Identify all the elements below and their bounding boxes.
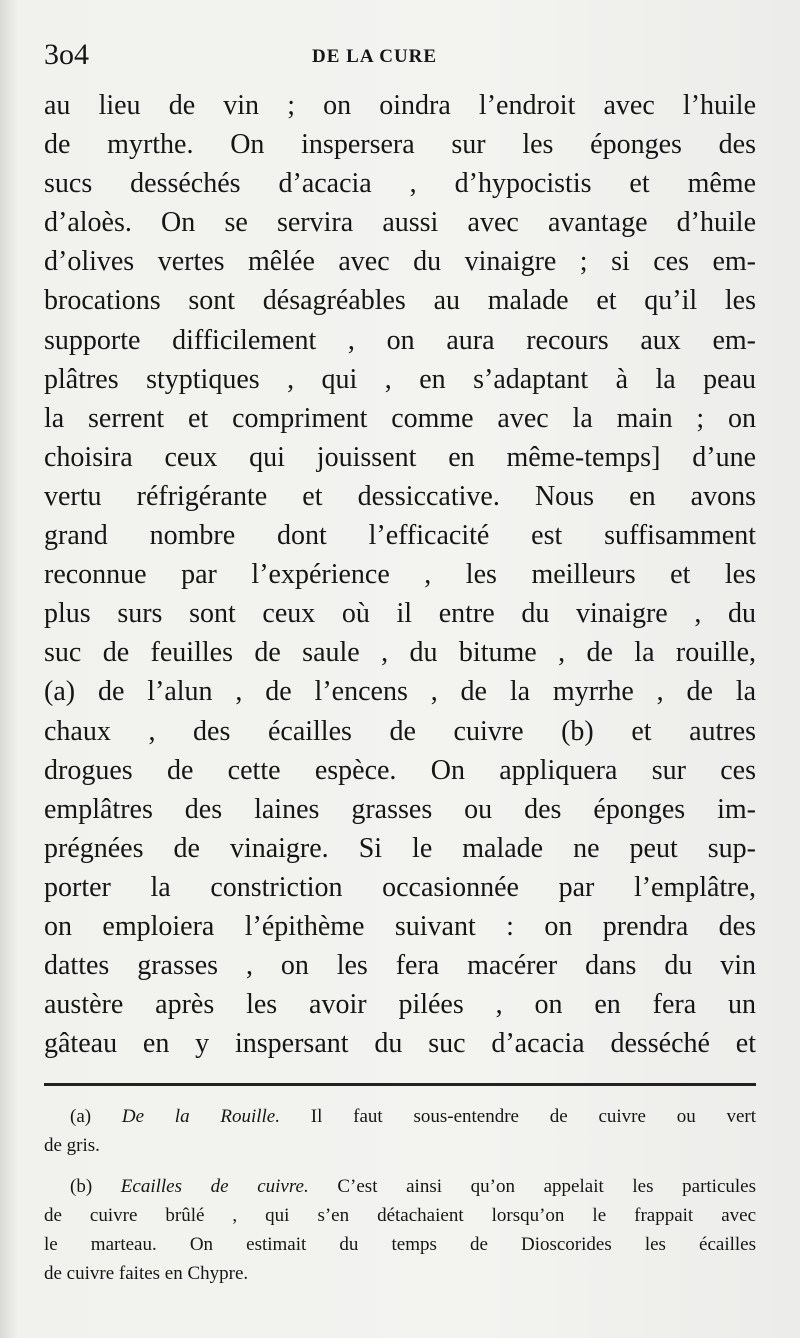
- text-line: chaux , des écailles de cuivre (b) et autres: [44, 715, 756, 747]
- text-line: reconnue par l’expérience , les meilleurs et les: [44, 559, 756, 591]
- footnote-a-marker: (a): [70, 1106, 92, 1127]
- text-line: plâtres styptiques , qui , en s’adaptant à la peau: [44, 363, 756, 395]
- footnote-b-line: le marteau. On estimait du temps de Dioscorides les écailles: [44, 1234, 756, 1255]
- text-line: emplâtres des laines grasses ou des éponges im-: [44, 793, 756, 825]
- text-line: plus surs sont ceux où il entre du vinaigre , du: [44, 598, 756, 630]
- text-line: sucs desséchés d’acacia , d’hypocistis et même: [44, 168, 756, 200]
- body-text: [44, 86, 756, 1063]
- text-line: dattes grasses , on les fera macérer dans du vin: [44, 950, 756, 982]
- running-head: DE LA CURE: [312, 46, 438, 67]
- text-line: gâteau en y inspersant du suc d’acacia desséché et: [44, 1028, 756, 1060]
- text-line: d’olives vertes mêlée avec du vinaigre ; si ces em-: [44, 246, 756, 278]
- text-line: prégnées de vinaigre. Si le malade ne peut sup-: [44, 832, 756, 864]
- footnote-a-line: de gris.: [44, 1135, 100, 1156]
- footnote-b-line: de cuivre brûlé , qui s’en détachaient lorsqu’on le frappait avec: [44, 1205, 756, 1226]
- text-line: choisira ceux qui jouissent en même-temps] d’une: [44, 441, 756, 473]
- footnote-b-text: C’est ainsi qu’on appelait les particules: [337, 1176, 756, 1197]
- text-line: grand nombre dont l’efficacité est suffisamment: [44, 520, 756, 552]
- text-line: de myrthe. On inspersera sur les éponges des: [44, 129, 756, 161]
- text-line: au lieu de vin ; on oindra l’endroit avec l’huile: [44, 90, 756, 121]
- footnote-a-title: De la Rouille.: [121, 1106, 280, 1127]
- footnote-b-line: de cuivre faites en Chypre.: [44, 1263, 249, 1284]
- footnote-b-line: [44, 1172, 756, 1201]
- text-line: vertu réfrigérante et dessiccative. Nous en avons: [44, 480, 756, 512]
- footnote-b-title: Ecailles de cuivre.: [120, 1176, 309, 1197]
- text-line: brocations sont désagréables au malade et qu’il les: [44, 285, 756, 317]
- text-line: porter la constriction occasionnée par l’emplâtre,: [44, 871, 756, 903]
- text-line: drogues de cette espèce. On appliquera sur ces: [44, 754, 756, 786]
- text-line: d’aloès. On se servira aussi avec avantage d’huile: [44, 207, 756, 239]
- text-line: supporte difficilement , on aura recours aux em-: [44, 324, 756, 356]
- text-line: suc de feuilles de saule , du bitume , de la rouille,: [44, 637, 756, 669]
- page-number: 3o4: [44, 38, 89, 71]
- text-line: on emploiera l’épithème suivant : on prendra des: [44, 910, 756, 942]
- footnote-a-text: Il faut sous-entendre de cuivre ou vert: [310, 1106, 757, 1127]
- footnotes: [44, 1102, 756, 1288]
- text-line: austère après les avoir pilées , on en fera un: [44, 989, 756, 1021]
- footnote-a-line: [44, 1102, 756, 1131]
- page-header: [44, 38, 756, 82]
- footnote-b-marker: (b): [70, 1176, 93, 1197]
- text-line: la serrent et compriment comme avec la main ; on: [44, 402, 756, 434]
- footnote-divider: [44, 1083, 756, 1086]
- text-line: (a) de l’alun , de l’encens , de la myrrhe , de la: [44, 676, 756, 708]
